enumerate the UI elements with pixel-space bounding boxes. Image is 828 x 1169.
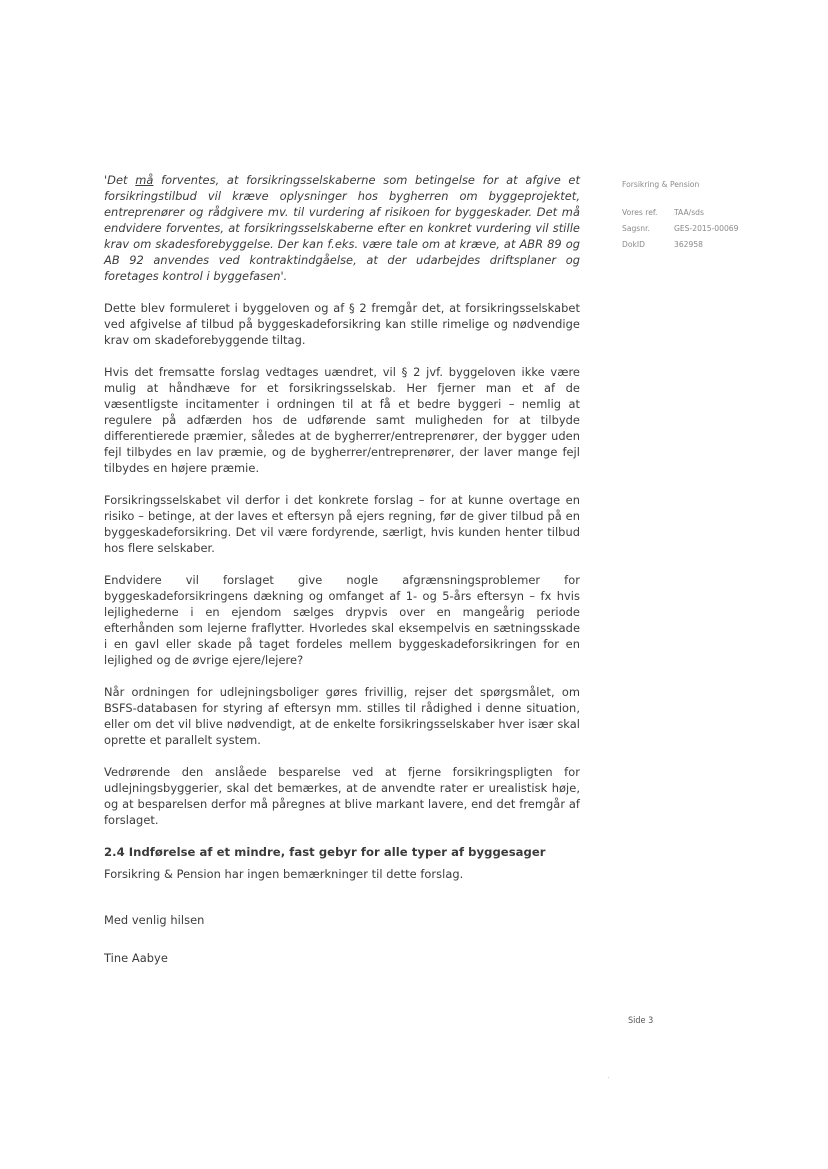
quote-paragraph: [104, 172, 580, 284]
quote-underlined-word: må: [135, 173, 154, 187]
body-paragraph: Dette blev formuleret i byggeloven og af § 2 fremgår det, at forsikringsselskabet ved afgivelse af tilbud på byggeskadeforsikring kan stille rimelige og nødvendige krav om skadeforebyggende tiltag.: [104, 301, 580, 347]
meta-row: [622, 237, 792, 253]
meta-value: TAA/sds: [674, 208, 704, 217]
scan-speck: [608, 1077, 609, 1078]
meta-value: 362958: [674, 240, 703, 249]
meta-value: GES-2015-00069: [674, 224, 739, 233]
quote-start: 'Det: [104, 173, 136, 187]
meta-label: Vores ref.: [622, 208, 658, 217]
body-paragraph: Endvidere vil forslaget give nogle afgrænsningsproblemer for byggeskadeforsikringens dækning og omfanget af 1- og 5-års eftersyn – fx hvis lejlighederne i en ejendom sælges drypvis over en mangeårig periode efterhånden som lejerne fraflytter. Hvorledes skal eksempelvis en sætningsskade i en gavl eller skade på taget fordeles mellem byggeskadeforsikringen for en lejlighed og de øvrige ejere/lejere?: [104, 573, 580, 667]
letter-body: [104, 172, 580, 982]
meta-row: [622, 205, 792, 221]
section-heading: 2.4 Indførelse af et mindre, fast gebyr for alle typer af byggesager: [104, 845, 546, 859]
page-number: Side 3: [628, 1016, 654, 1026]
section-text: Forsikring & Pension har ingen bemærkninger til dette forslag.: [104, 867, 464, 881]
sender-sidebar: [622, 177, 792, 253]
meta-row: [622, 221, 792, 237]
quote-rest: forventes, at forsikringsselskaberne som betingelse for at afgive et forsikringstilbud vil kræve oplysninger hos bygherren om byggeprojektet, entreprenører og rådgivere mv. til vurdering af risikoen for byggeskader. Det må endvidere forventes, at forsikringsselskaberne efter en konkret vurdering vil stille krav om skadesforebyggelse. Der kan f.eks. være tale om at kræve, at ABR 89 og AB 92 anvendes ved kontraktindgåelse, at der udarbejdes driftsplaner og foretages kontrol i byggefasen'.: [104, 173, 581, 283]
body-paragraph: Vedrørende den anslåede besparelse ved at fjerne forsikringspligten for udlejningsbyggerier, skal det bemærkes, at de anvendte rater er urealistisk høje, og at besparelsen derfor må påregnes at blive markant lavere, end det fremgår af forslaget.: [104, 765, 580, 827]
meta-label: Sagsnr.: [622, 224, 650, 233]
body-paragraph: Når ordningen for udlejningsboliger gøres frivillig, rejser det spørgsmålet, om BSFS-databasen for styring af eftersyn mm. stilles til rådighed i denne situation, eller om det vil blive nødvendigt, at de enkelte forsikringsselskaber hver især skal oprette et parallelt system.: [104, 685, 580, 747]
signature-name: Tine Aabye: [104, 951, 168, 965]
body-paragraph: Forsikringsselskabet vil derfor i det konkrete forslag – for at kunne overtage en risiko – betinge, at der laves et eftersyn på ejers regning, før de giver tilbud på en byggeskadeforsikring. Det vil være fordyrende, særligt, hvis kunden henter tilbud hos flere selskaber.: [104, 493, 580, 555]
body-paragraph: Hvis det fremsatte forslag vedtages uændret, vil § 2 jvf. byggeloven ikke være mulig at håndhæve for et forsikringsselskab. Her fjerner man et af de væsentligste incitamenter i ordningen til at få et bedre byggeri – nemlig at regulere på adfærden hos de udførende samt muligheden for at tilbyde differentierede præmier, således at de bygherrer/entreprenører, der bygger uden fejl tilbydes en lav præmie, og de bygherrer/entreprenører, der laver mange fejl tilbydes en højere præmie.: [104, 365, 580, 475]
meta-label: DokID: [622, 240, 645, 249]
sender-organization: Forsikring & Pension: [622, 180, 700, 189]
closing-salutation: Med venlig hilsen: [104, 913, 205, 927]
